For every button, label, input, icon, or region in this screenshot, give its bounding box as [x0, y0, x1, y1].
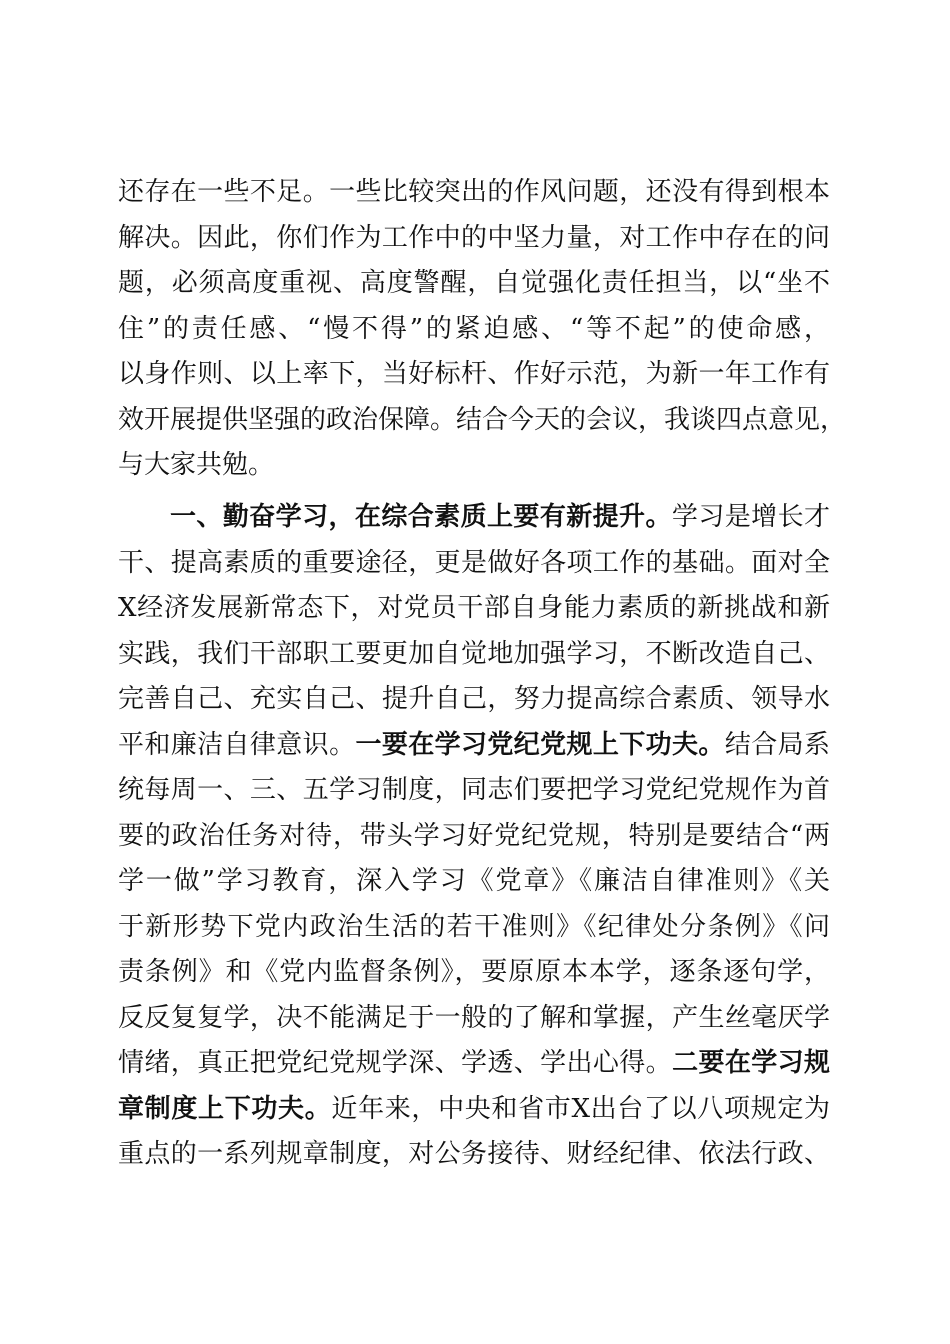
text-line: 还存在一些不足。一些比较突出的作风问题，还没有得到根本	[118, 177, 830, 207]
text-run: 结合局系	[724, 729, 830, 760]
text-line: 以身作则、以上率下，当好标杆、作好示范，为新一年工作有	[118, 359, 830, 389]
text-line	[118, 1041, 830, 1087]
text-line: 要的政治任务对待，带头学习好党纪党规，特别是要结合“两	[118, 820, 830, 851]
text-line: 住”的责任感、“慢不得”的紧迫感、“等不起”的使命感，	[118, 313, 830, 344]
subheading-first: 一要在学习党纪党规上下功夫。	[355, 729, 725, 760]
text-run: 平和廉洁自律意识。	[118, 729, 356, 760]
text-line: 效开展提供坚强的政治保障。结合今天的会议，我谈四点意见，	[118, 404, 847, 435]
text-line: 与大家共勉。	[118, 450, 275, 480]
text-line: 责条例》和《党内监督条例》，要原原本本学，逐条逐句学，	[118, 957, 830, 987]
text-line: 统每周一、三、五学习制度，同志们要把学习党纪党规作为首	[118, 775, 830, 805]
text-line: 实践，我们干部职工要更加自觉地加强学习，不断改造自己、	[118, 638, 830, 669]
text-run: 近年来，中央和省市X出台了以八项规定为	[331, 1093, 830, 1124]
text-line	[118, 495, 830, 541]
subheading-second: 二要在学习规	[672, 1048, 830, 1078]
text-line: 完善自己、充实自己、提升自己，努力提高综合素质、领导水	[118, 684, 830, 714]
text-line	[118, 1087, 830, 1133]
text-line	[118, 723, 830, 769]
text-run: 学习是增长才	[671, 502, 830, 532]
text-line: 题，必须高度重视、高度警醒，自觉强化责任担当，以“坐不	[118, 268, 830, 298]
text-line: 学一做”学习教育，深入学习《党章》《廉洁自律准则》《关	[118, 866, 830, 896]
paragraph-intro	[118, 170, 847, 489]
text-run: 情绪，真正把党纪党规学深、学透、学出心得。	[118, 1048, 673, 1078]
paragraph-study	[118, 495, 830, 1178]
text-line: 重点的一系列规章制度，对公务接待、财经纪律、依法行政、	[118, 1139, 830, 1169]
text-line: 干、提高素质的重要途径，更是做好各项工作的基础。面对全	[118, 547, 830, 578]
text-line: X经济发展新常态下，对党员干部自身能力素质的新挑战和新	[118, 593, 830, 623]
subheading-second-cont: 章制度上下功夫。	[118, 1093, 332, 1124]
text-line: 解决。因此，你们作为工作中的中坚力量，对工作中存在的问	[118, 222, 830, 253]
text-line: 反反复复学，决不能满足于一般的了解和掌握，产生丝毫厌学	[118, 1002, 830, 1033]
section-heading: 一、勤奋学习，在综合素质上要有新提升。	[170, 502, 672, 532]
text-line: 于新形势下党内政治生活的若干准则》《纪律处分条例》《问	[118, 911, 830, 942]
